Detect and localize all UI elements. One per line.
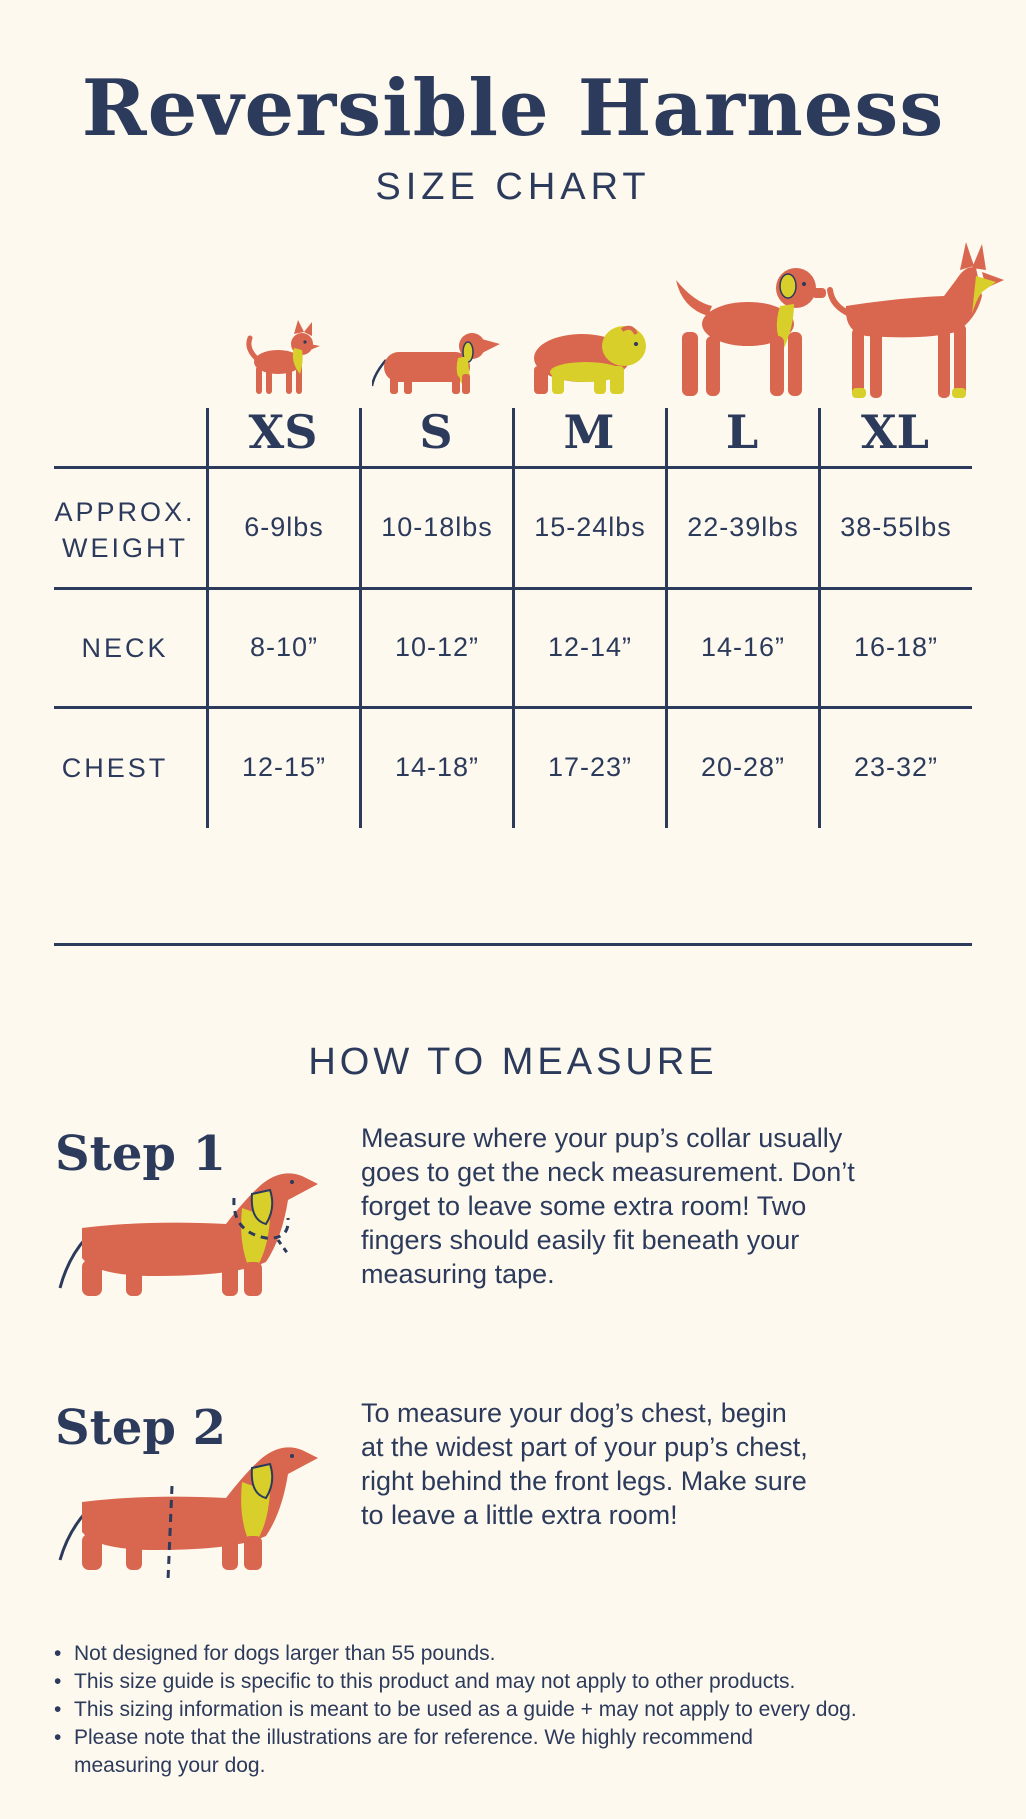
size-header-m: M — [563, 405, 615, 459]
note-item: • This size guide is specific to this product and may not apply to other products. — [52, 1668, 1002, 1696]
dachshund-icon — [372, 326, 502, 398]
table-cell: 38-55lbs — [840, 512, 952, 542]
note-item: • Not designed for dogs larger than 55 pounds. — [52, 1640, 1002, 1668]
step-2-line: right behind the front legs. Make sure — [361, 1466, 807, 1496]
step-1-line: Measure where your pup’s collar usually — [361, 1123, 843, 1153]
note-line: measuring your dog. — [74, 1754, 266, 1777]
page-subtitle: SIZE CHART — [375, 166, 651, 208]
step-2-line: to leave a little extra room! — [361, 1500, 678, 1530]
table-cell: 14-18” — [394, 752, 480, 782]
retriever-icon — [672, 262, 832, 400]
size-header-s: S — [419, 405, 453, 459]
step-2-text — [361, 1396, 961, 1532]
step-1-line: goes to get the neck measurement. Don’t — [361, 1157, 855, 1187]
step-1-line: forget to leave some extra room! Two — [361, 1191, 807, 1221]
table-cell: 17-23” — [547, 752, 633, 782]
step-1-line: measuring tape. — [361, 1259, 555, 1289]
note-line: Please note that the illustrations are for reference. We highly recommend — [74, 1726, 753, 1749]
table-cell: 16-18” — [853, 632, 939, 662]
table-cell: 12-14” — [547, 632, 633, 662]
table-cell: 10-12” — [394, 632, 480, 662]
step-2-title: Step 2 — [55, 1400, 227, 1456]
row-label-weight — [50, 494, 200, 566]
size-header-xl: XL — [860, 405, 930, 459]
note-item — [52, 1724, 1002, 1780]
step-1-title: Step 1 — [55, 1126, 227, 1182]
table-cell: 12-15” — [241, 752, 327, 782]
bulldog-icon — [524, 316, 654, 398]
row-label-weight-line1: APPROX. — [54, 497, 196, 527]
notes-list — [52, 1640, 1002, 1780]
step-1-text — [361, 1121, 961, 1291]
table-cell: 20-28” — [700, 752, 786, 782]
table-cell: 6-9lbs — [244, 512, 324, 542]
step-2-line: at the widest part of your pup’s chest, — [361, 1432, 808, 1462]
table-cell: 14-16” — [700, 632, 786, 662]
table-cell: 22-39lbs — [687, 512, 799, 542]
table-cell: 15-24lbs — [534, 512, 646, 542]
row-label-weight-line2: WEIGHT — [62, 533, 188, 563]
how-to-measure-heading: HOW TO MEASURE — [308, 1041, 718, 1083]
size-header-xs: XS — [248, 405, 318, 459]
doberman-icon — [826, 240, 1004, 402]
table-cell: 8-10” — [249, 632, 319, 662]
row-label-neck: NECK — [81, 633, 169, 663]
table-cell: 23-32” — [853, 752, 939, 782]
page-title: Reversible Harness — [81, 63, 945, 154]
chihuahua-icon — [242, 318, 322, 398]
size-header-l: L — [725, 405, 759, 459]
dachshund-neck-icon — [56, 1158, 322, 1304]
step-2-line: To measure your dog’s chest, begin — [361, 1398, 787, 1428]
table-cell: 10-18lbs — [381, 512, 493, 542]
row-label-chest: CHEST — [61, 753, 169, 783]
section-divider — [54, 943, 972, 946]
dachshund-chest-icon — [56, 1432, 322, 1582]
note-item: • This sizing information is meant to be used as a guide + may not apply to every dog. — [52, 1696, 1002, 1724]
step-1-line: fingers should easily fit beneath your — [361, 1225, 800, 1255]
